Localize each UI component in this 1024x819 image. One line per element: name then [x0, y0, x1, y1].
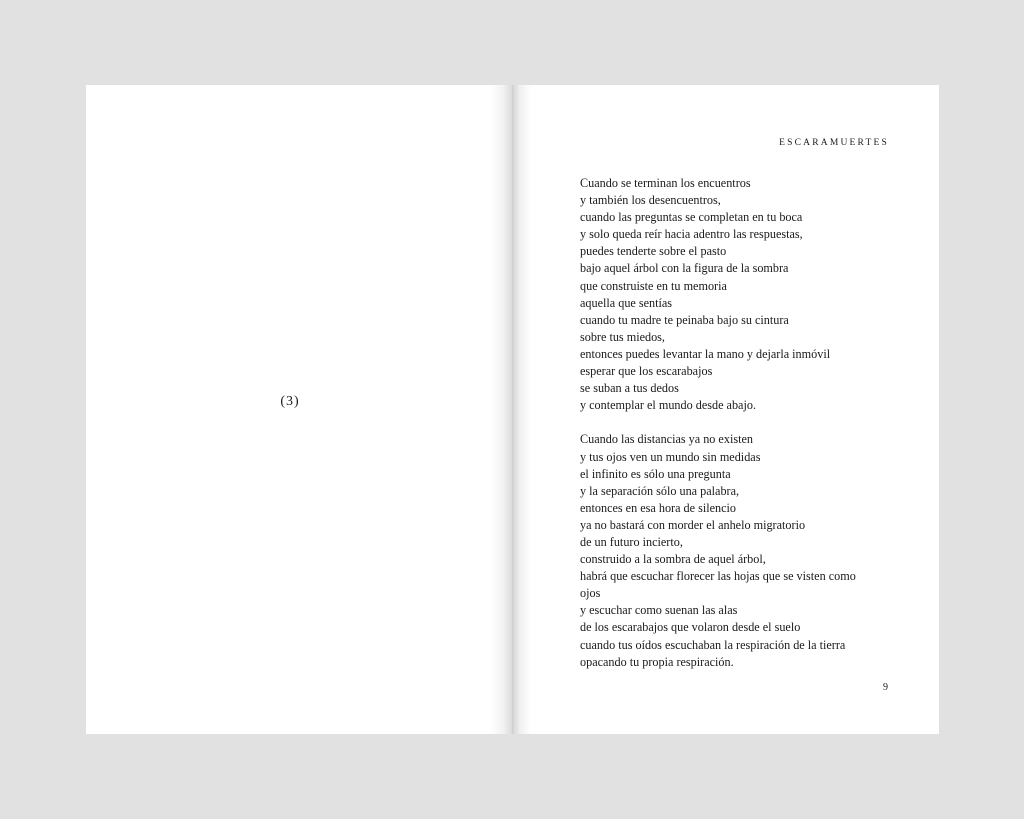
section-number: (3)	[280, 394, 300, 409]
verse-line: cuando tu madre te peinaba bajo su cintura	[580, 312, 789, 327]
right-page	[513, 85, 939, 734]
gutter-shadow	[513, 85, 531, 734]
book-spread	[86, 85, 939, 734]
verse-line: y escuchar como suenan las alas	[580, 603, 738, 618]
verse-line: construido a la sombra de aquel árbol,	[580, 552, 766, 567]
verse-line: de un futuro incierto,	[580, 534, 683, 549]
verse-line: ya no bastará con morder el anhelo migratorio	[580, 517, 806, 532]
verse-line: opacando tu propia respiración.	[580, 654, 734, 669]
left-page	[86, 85, 512, 734]
verse-line: ojos	[580, 586, 601, 601]
stanza	[580, 431, 900, 670]
verse-line: puedes tenderte sobre el pasto	[580, 244, 727, 259]
verse-line: se suban a tus dedos	[580, 381, 679, 396]
verse-line: y tus ojos ven un mundo sin medidas	[580, 449, 761, 464]
verse-line: y contemplar el mundo desde abajo.	[580, 398, 756, 413]
verse-line: entonces puedes levantar la mano y dejarla inmóvil	[580, 346, 831, 361]
page-number: 9	[883, 682, 888, 693]
verse-line: bajo aquel árbol con la figura de la sombra	[580, 261, 789, 276]
verse-line: esperar que los escarabajos	[580, 364, 713, 379]
verse-line: habrá que escuchar florecer las hojas que se visten como	[580, 569, 856, 584]
verse-line: el infinito es sólo una pregunta	[580, 466, 731, 481]
verse-line: Cuando se terminan los encuentros	[580, 176, 751, 190]
running-head: ESCARAMUERTES	[779, 138, 889, 148]
verse-line: de los escarabajos que volaron desde el suelo	[580, 620, 801, 635]
verse-line: y solo queda reír hacia adentro las respuestas,	[580, 227, 803, 242]
verse-line: entonces en esa hora de silencio	[580, 500, 737, 515]
verse-line: sobre tus miedos,	[580, 329, 665, 344]
poem	[580, 175, 900, 671]
stanza	[580, 175, 900, 414]
verse-line: que construiste en tu memoria	[580, 278, 727, 293]
verse-line: Cuando las distancias ya no existen	[580, 432, 753, 447]
verse-line: aquella que sentías	[580, 295, 673, 310]
verse-line: y también los desencuentros,	[580, 193, 721, 208]
verse-line: cuando tus oídos escuchaban la respiración de la tierra	[580, 637, 846, 652]
verse-line: y la separación sólo una palabra,	[580, 483, 740, 498]
verse-line: cuando las preguntas se completan en tu boca	[580, 210, 803, 225]
gutter	[512, 85, 513, 734]
gutter-shadow	[490, 85, 512, 734]
